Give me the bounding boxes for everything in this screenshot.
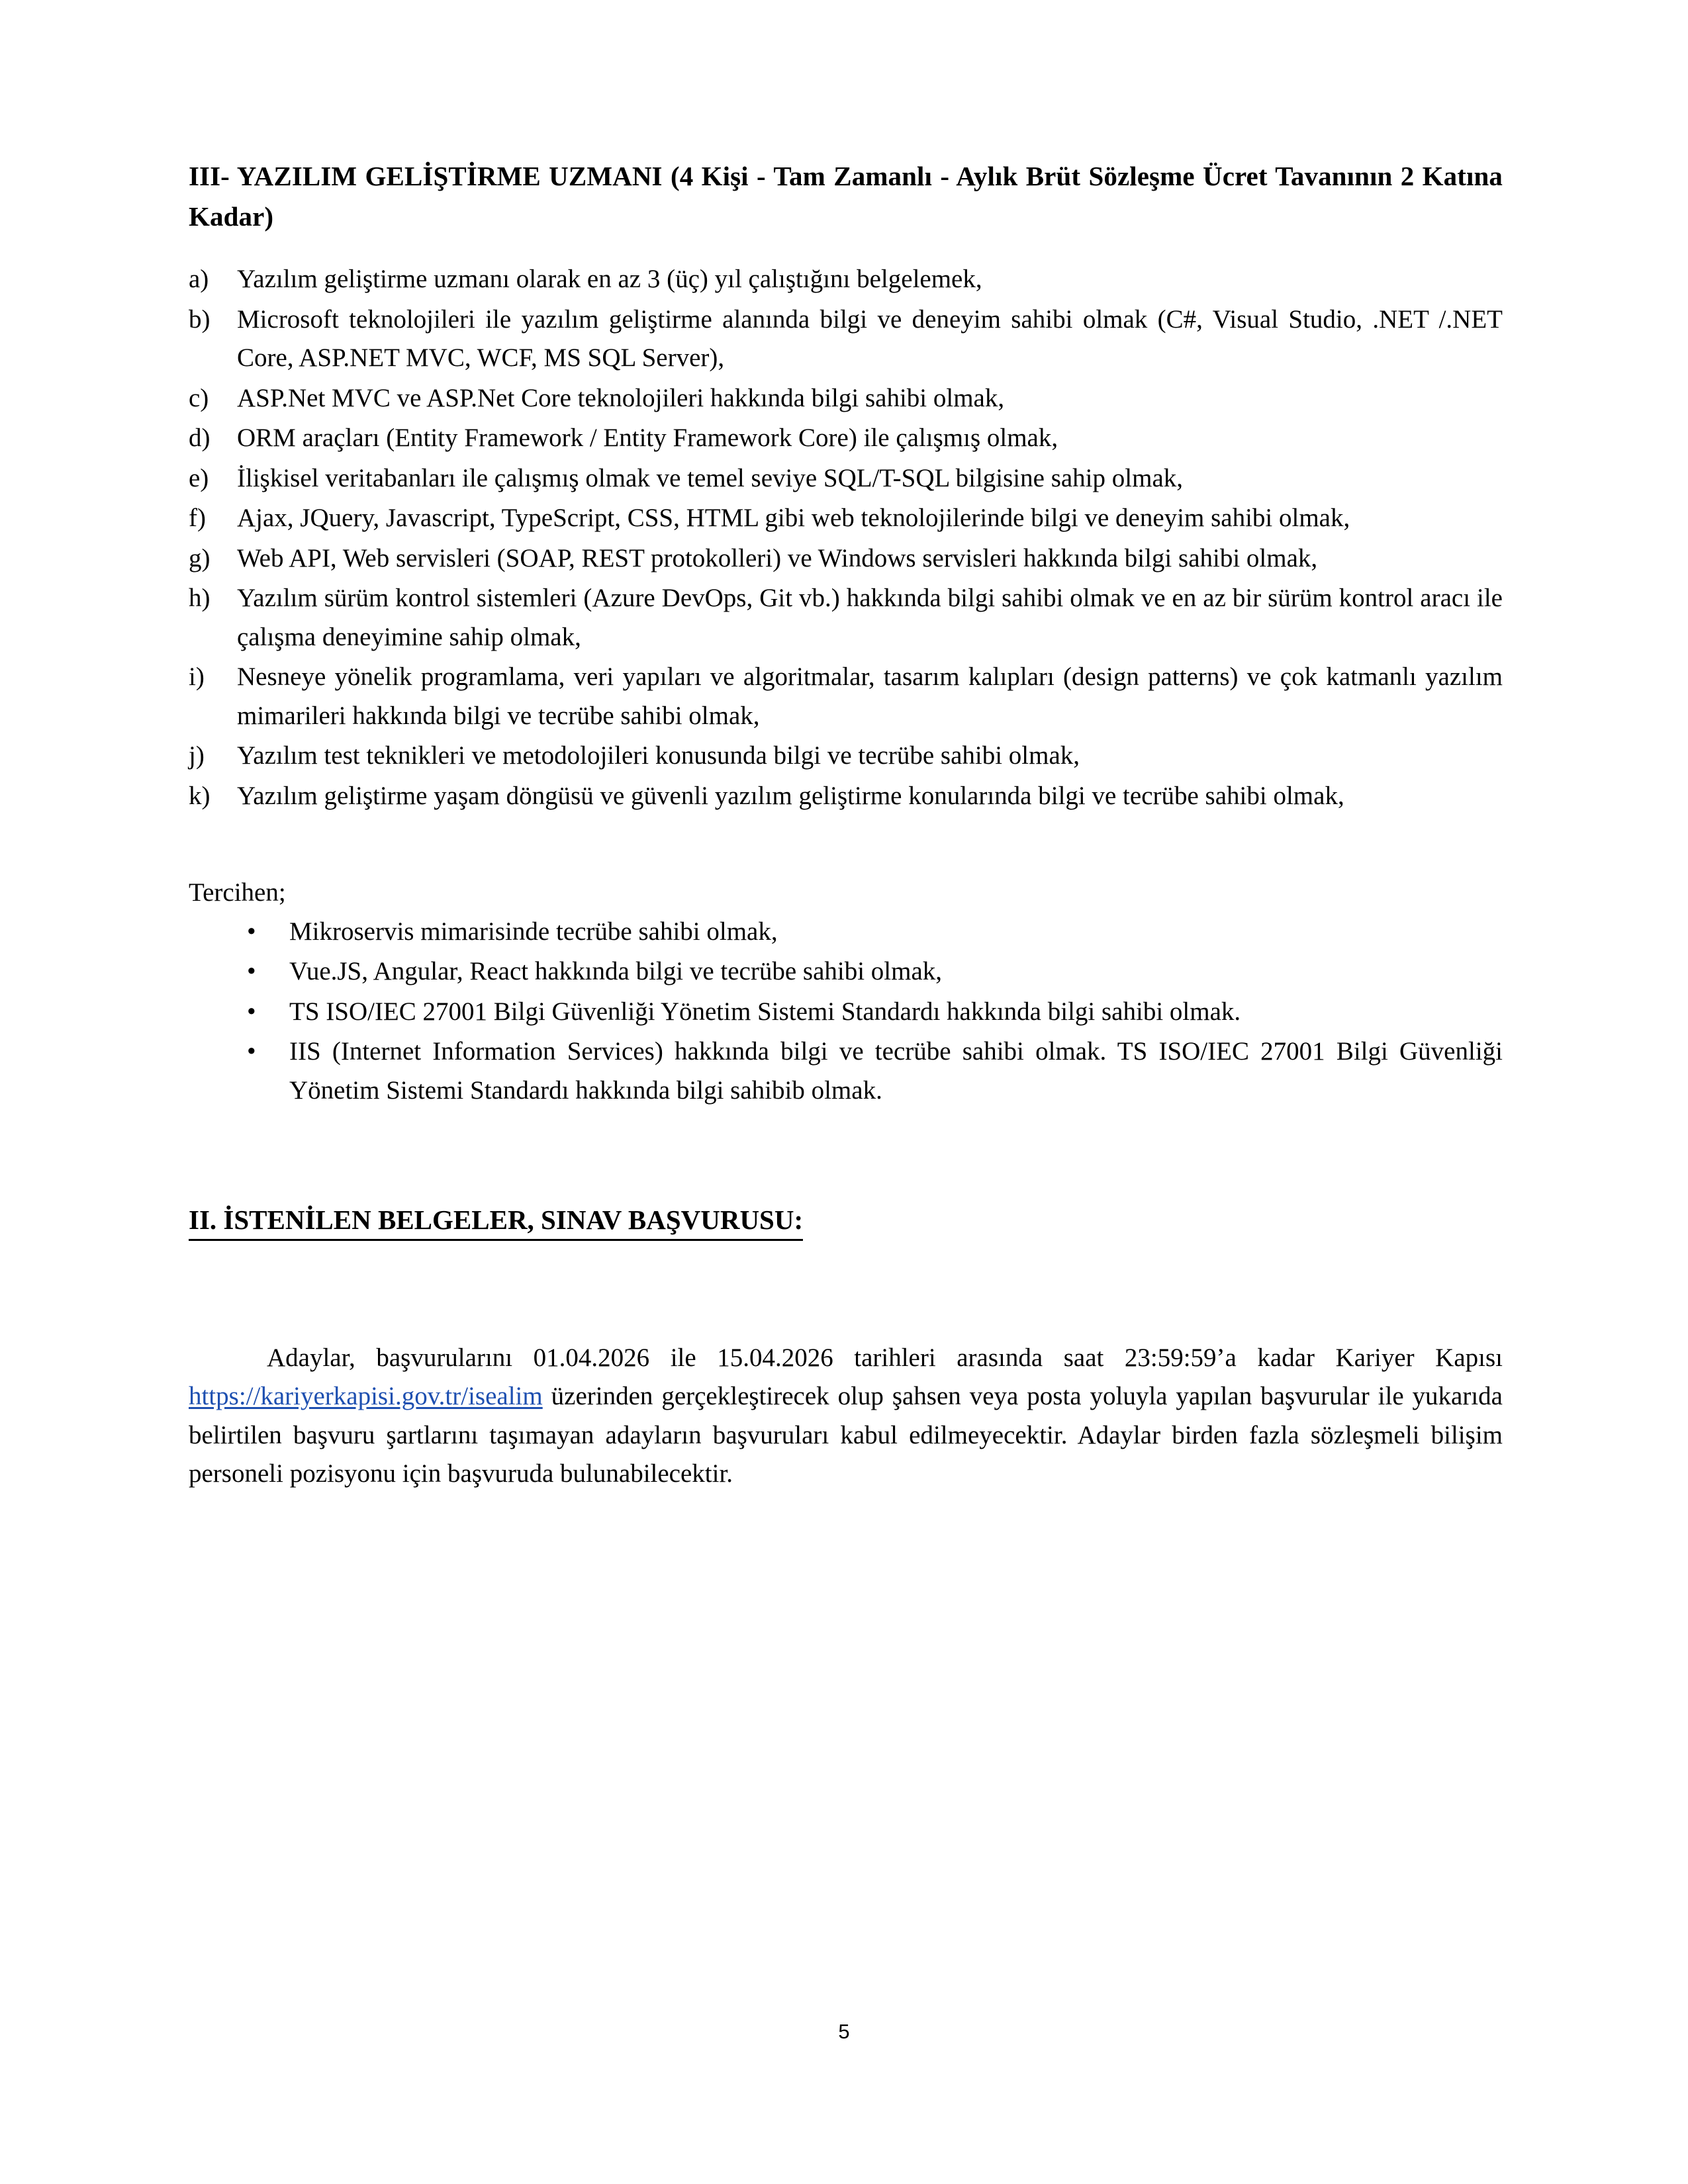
list-marker: f) — [189, 504, 206, 533]
list-marker: d) — [189, 424, 211, 453]
requirement-item — [189, 379, 1503, 418]
requirement-text: Nesneye yönelik programlama, veri yapıları ve algoritmalar, tasarım kalıpları (design patterns) ve çok katmanlı yazılım mimarileri hakkında bilgi ve tecrübe sahibi olmak, — [237, 662, 1503, 730]
preferred-list — [189, 913, 1503, 1111]
requirement-text: Yazılım geliştirme yaşam döngüsü ve güvenli yazılım geliştirme konularında bilgi ve tecrübe sahibi olmak, — [237, 781, 1344, 810]
spacer — [189, 1298, 1503, 1339]
list-item — [189, 993, 1503, 1032]
requirement-item — [189, 539, 1503, 578]
requirement-item — [189, 579, 1503, 657]
spacer — [189, 1168, 1503, 1203]
preferred-heading: Tercihen; — [189, 878, 286, 907]
preferred-text: TS ISO/IEC 27001 Bilgi Güvenliği Yönetim Sistemi Standardı hakkında bilgi sahibi olmak. — [289, 997, 1241, 1026]
paragraph-text-before-link: Adaylar, başvurularını 01.04.2026 ile 15.04.2026 tarihleri arasında saat 23:59:59’a kadar Kariyer Kapısı — [267, 1343, 1503, 1372]
list-item — [189, 913, 1503, 952]
requirement-item — [189, 658, 1503, 735]
requirement-text: ASP.Net MVC ve ASP.Net Core teknolojileri hakkında bilgi sahibi olmak, — [237, 383, 1005, 412]
list-marker: i) — [189, 662, 205, 692]
application-paragraph — [189, 1339, 1503, 1494]
section-heading: II. İSTENİLEN BELGELER, SINAV BAŞVURUSU: — [189, 1203, 803, 1240]
requirement-item — [189, 459, 1503, 498]
bullet-icon: • — [247, 917, 256, 946]
bullet-icon: • — [247, 997, 256, 1026]
requirement-text: ORM araçları (Entity Framework / Entity Framework Core) ile çalışmış olmak, — [237, 424, 1058, 453]
requirement-text: İlişkisel veritabanları ile çalışmış olmak ve temel seviye SQL/T-SQL bilgisine sahip olmak, — [237, 463, 1184, 492]
requirement-item — [189, 737, 1503, 776]
list-item — [189, 1032, 1503, 1110]
list-marker: a) — [189, 265, 209, 294]
requirements-list — [189, 260, 1503, 815]
paragraph-text-after-link: üzerinden gerçekleştirecek olup şahsen veya posta yoluyla yapılan başvurular ile yukarıda belirtilen başvuru şartlarını taşımayan adayların başvuruları kabul edilmeyecektir. Adaylar birden fazla sözleşmeli bilişim personeli pozisyonu için başvuruda bulunabilecektir. — [189, 1382, 1503, 1488]
requirement-text: Web API, Web servisleri (SOAP, REST protokolleri) ve Windows servisleri hakkında bilgi sahibi olmak, — [237, 543, 1318, 572]
requirement-item — [189, 499, 1503, 538]
list-marker: k) — [189, 781, 211, 810]
page-content — [189, 156, 1503, 1494]
requirement-text: Yazılım test teknikleri ve metodolojileri konusunda bilgi ve tecrübe sahibi olmak, — [237, 741, 1080, 770]
preferred-text: Mikroservis mimarisinde tecrübe sahibi olmak, — [289, 917, 778, 946]
page-number: 5 — [838, 2020, 850, 2043]
preferred-text: IIS (Internet Information Services) hakkında bilgi ve tecrübe sahibi olmak. TS ISO/IEC 27001 Bilgi Güvenliği Yönetim Sistemi Standardı hakkında bilgi sahibib olmak. — [289, 1037, 1503, 1105]
requirement-item — [189, 260, 1503, 299]
requirement-text: Yazılım geliştirme uzmanı olarak en az 3 (üç) yıl çalıştığını belgelemek, — [237, 265, 982, 294]
list-marker: c) — [189, 383, 209, 412]
list-marker: g) — [189, 543, 211, 572]
page-title: III- YAZILIM GELİŞTİRME UZMANI (4 Kişi - Tam Zamanlı - Aylık Brüt Sözleşme Ücret Tavanının 2 Katına Kadar) — [189, 161, 1503, 232]
requirement-item — [189, 419, 1503, 458]
kariyer-kapisi-link[interactable]: https://kariyerkapisi.gov.tr/isealim — [189, 1382, 543, 1411]
requirement-item — [189, 300, 1503, 378]
requirement-text: Ajax, JQuery, Javascript, TypeScript, CSS, HTML gibi web teknolojilerinde bilgi ve deneyim sahibi olmak, — [237, 504, 1350, 533]
requirement-text: Microsoft teknolojileri ile yazılım geliştirme alanında bilgi ve deneyim sahibi olmak (C#, Visual Studio, .NET /.NET Core, ASP.NET MVC, WCF, MS SQL Server), — [237, 304, 1503, 373]
bullet-icon: • — [247, 1037, 256, 1066]
preferred-text: Vue.JS, Angular, React hakkında bilgi ve tecrübe sahibi olmak, — [289, 957, 943, 986]
list-marker: j) — [189, 741, 205, 770]
spacer — [189, 1241, 1503, 1298]
list-marker: h) — [189, 584, 211, 613]
list-marker: e) — [189, 463, 209, 492]
spacer — [189, 1111, 1503, 1168]
spacer — [189, 817, 1503, 874]
bullet-icon: • — [247, 957, 256, 986]
requirement-text: Yazılım sürüm kontrol sistemleri (Azure DevOps, Git vb.) hakkında bilgi sahibi olmak ve en az bir sürüm kontrol aracı ile çalışma deneyimine sahip olmak, — [237, 584, 1503, 651]
list-item — [189, 952, 1503, 991]
list-marker: b) — [189, 304, 211, 334]
documents-section-heading-wrap — [189, 1203, 1503, 1240]
requirement-item — [189, 777, 1503, 816]
